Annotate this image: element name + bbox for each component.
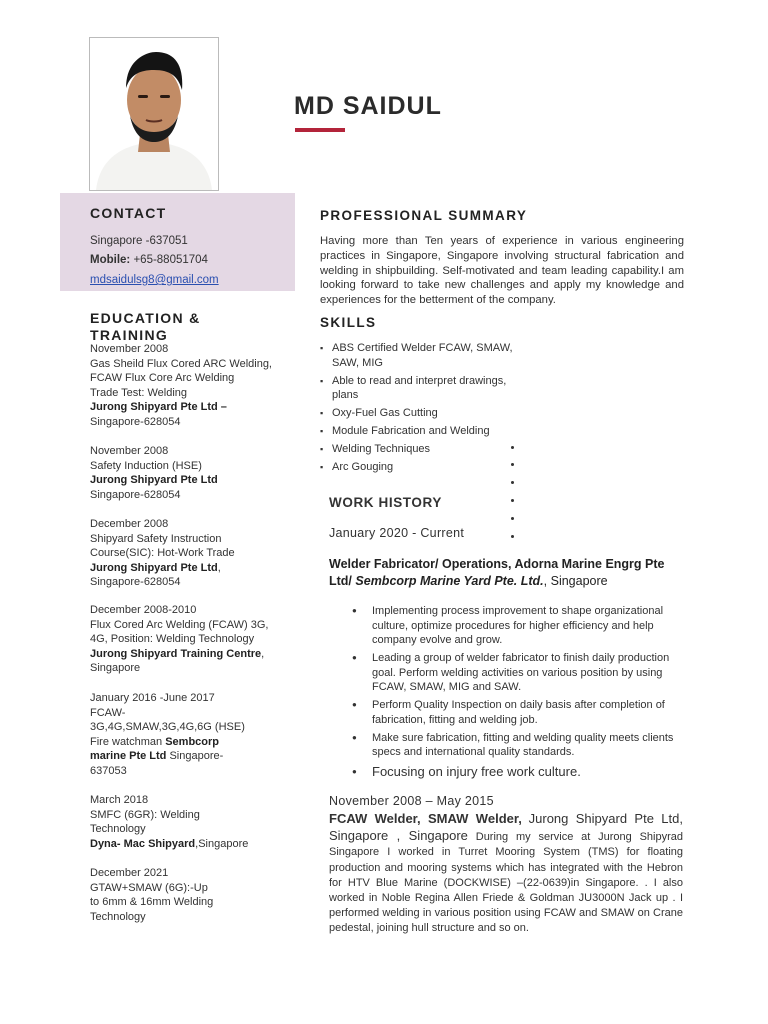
responsibility-item: ● Leading a group of welder fabricator to finish daily production goal. Perform welding activities on various position by using FCAW, SMAW, MIG and SAW.: [348, 651, 683, 695]
skill-item: ▪ Able to read and interpret drawings, plans: [320, 374, 520, 403]
summary-text: Having more than Ten years of experience in various engineering practices in Singapore, Singapore involving structural fabrication and welding in shipbuilding. Self-motivated and team leading capability.I am looking forward to take new challenges and apply my knowledge and experiences for the betterment of the company.: [320, 235, 684, 307]
candidate-name: MD SAIDUL: [294, 92, 442, 120]
contact-email-link[interactable]: mdsaidulsg8@gmail.com: [90, 274, 219, 286]
responsibility-item: ● Implementing process improvement to shape organizational culture, optimize procedures for higher efficiency and help company evolve and grow.: [348, 604, 683, 648]
profile-photo: [89, 37, 219, 191]
bullet-dot: [511, 517, 514, 520]
job-description: FCAW Welder, SMAW Welder, Jurong Shipyard Pte Ltd, Singapore , Singapore During my service at Jurong Shipyrad Singapore I worked in Turret Mooring System (TMS) for floating production and mooring systems which has integrated with the Hebron for HTV Blue Marine (DOCKWISE) –(22-0639)in Singapore. . I also worked in Noble Regina Allen Friede & Goldman JU3000N Jack up . I performed welding in various position using FCAW and SMAW on Crane pedestal, joining hull structure and so on.: [329, 811, 683, 935]
responsibility-item: ● Perform Quality Inspection on daily basis after completion of fabrication, fitting and welding job.: [348, 698, 683, 727]
education-entry: November 2008 Safety Induction (HSE) Jurong Shipyard Pte Ltd Singapore-628054: [90, 445, 218, 501]
education-entry: March 2018 SMFC (6GR): Welding Technology Dyna- Mac Shipyard,Singapore: [90, 794, 249, 850]
education-heading: EDUCATION & TRAINING: [90, 310, 201, 343]
bullet-dot: [511, 535, 514, 538]
skill-item: ▪ Module Fabrication and Welding: [320, 424, 520, 439]
education-entry: January 2016 -June 2017 FCAW- 3G,4G,SMAW,3G,4G,6G (HSE) Fire watchman Sembcorp marine Pte Ltd Singapore- 637053: [90, 692, 245, 777]
summary-heading: PROFESSIONAL SUMMARY: [320, 208, 528, 223]
skill-item: ▪ Oxy-Fuel Gas Cutting: [320, 406, 520, 421]
mobile-value: +65-88051704: [133, 254, 208, 266]
job-title: Welder Fabricator/ Operations, Adorna Marine Engrg Pte Ltd/ Sembcorp Marine Yard Pte. Ltd., Singapore: [329, 557, 665, 588]
bullet-dot: [511, 446, 514, 449]
skill-item: ▪ Welding Techniques: [320, 442, 520, 457]
contact-address: Singapore -637051: [90, 235, 188, 247]
bullet-dot: [511, 463, 514, 466]
work-history-heading: WORK HISTORY: [329, 495, 442, 510]
bullet-dot: [511, 481, 514, 484]
job-responsibilities: [348, 604, 683, 784]
education-entry: November 2008 Gas Sheild Flux Cored ARC Welding, FCAW Flux Core Arc Welding Trade Test: Welding Jurong Shipyard Pte Ltd – Singapore-628054: [90, 343, 272, 428]
responsibility-item: ● Make sure fabrication, fitting and welding quality meets clients specs and international quality standards.: [348, 731, 683, 760]
skills-list: [320, 341, 520, 478]
education-entry: December 2021 GTAW+SMAW (6G):-Up to 6mm & 16mm Welding Technology: [90, 867, 214, 923]
skills-heading: SKILLS: [320, 315, 377, 330]
job-date: November 2008 – May 2015: [329, 794, 494, 808]
person-portrait-icon: [90, 38, 218, 190]
contact-mobile: [90, 253, 208, 268]
contact-heading: CONTACT: [90, 205, 167, 221]
responsibility-item: ● Focusing on injury free work culture.: [348, 763, 683, 780]
bullet-dot: [511, 499, 514, 502]
education-entry: December 2008 Shipyard Safety Instruction Course(SIC): Hot-Work Trade Jurong Shipyard Pte Ltd, Singapore-628054: [90, 518, 235, 588]
name-accent-bar: [295, 128, 345, 132]
mobile-label: Mobile:: [90, 254, 131, 266]
skill-item: ▪ ABS Certified Welder FCAW, SMAW, SAW, MIG: [320, 341, 520, 370]
skill-item: ▪ Arc Gouging: [320, 460, 520, 475]
job-date: January 2020 - Current: [329, 526, 465, 540]
education-entry: December 2008-2010 Flux Cored Arc Welding (FCAW) 3G, 4G, Position: Welding Technology Jurong Shipyard Training Centre, Singapore: [90, 604, 269, 674]
